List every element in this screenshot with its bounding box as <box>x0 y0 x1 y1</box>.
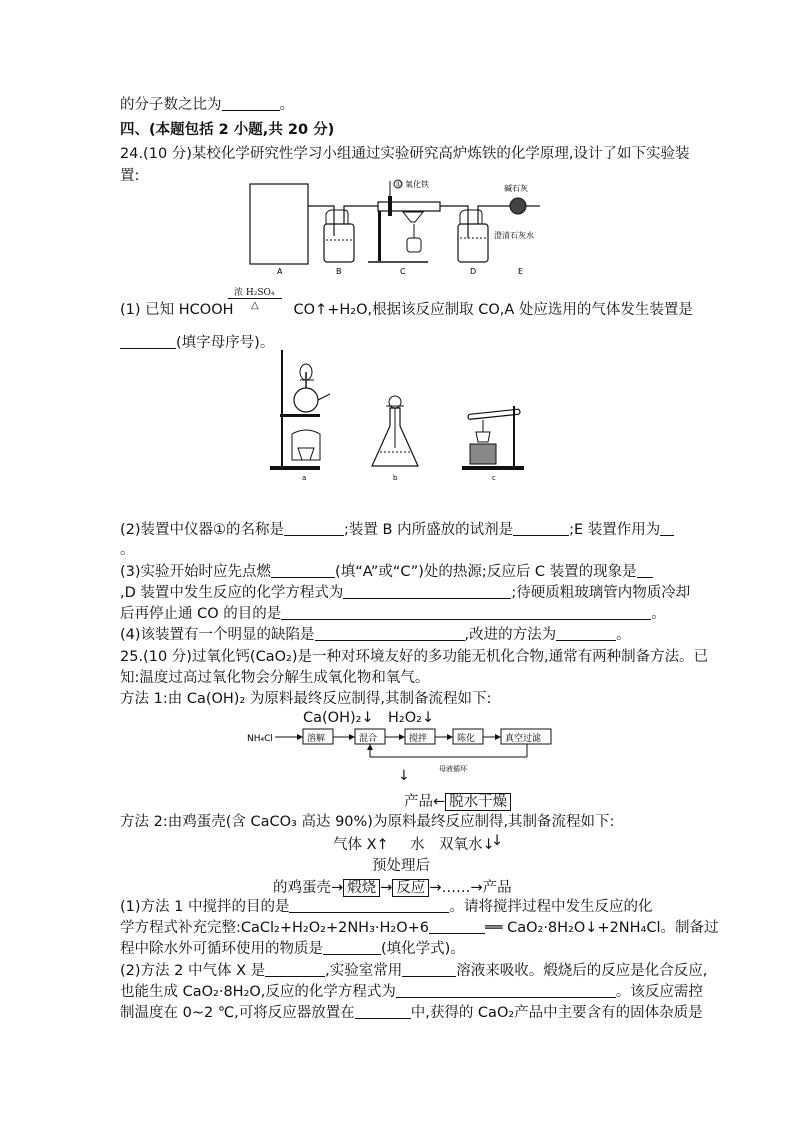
svg-text:搅拌: 搅拌 <box>409 734 428 744</box>
answer-blank <box>271 562 335 578</box>
svg-text:①: ① <box>395 180 402 189</box>
answer-blank <box>120 333 176 349</box>
svg-text:澄清石灰水: 澄清石灰水 <box>494 231 534 240</box>
q25-intro-line1: 25.(10 分)过氧化钙(CaO₂)是一种对环境友好的多功能无机化合物,通常有两种制备方法。已 <box>120 649 709 665</box>
option-c-apparatus <box>462 406 524 470</box>
answer-blank <box>343 583 511 599</box>
flow2-row: 的鸡蛋壳→ 煅烧 → 反应 →……→产品 <box>273 880 512 896</box>
bottle-d <box>458 224 488 262</box>
svg-text:母液循环: 母液循环 <box>439 765 467 773</box>
flow2-water: 水 <box>410 837 425 853</box>
q24-p3-line2: ,D 装置中发生反应的化学方程式为 ;待硬质粗玻璃管内物质冷却 <box>120 585 691 601</box>
generator-options <box>262 348 542 483</box>
q24-p4-line: (4)该装置有一个明显的缺陷是 ,改进的方法为 。 <box>120 627 631 643</box>
apparatus-diagram <box>248 176 548 278</box>
heat-symbol: △ <box>251 300 259 311</box>
answer-blank <box>660 520 674 536</box>
section-heading: 四、(本题包括 2 小题,共 20 分) <box>120 122 335 138</box>
svg-text:氧化铁: 氧化铁 <box>405 180 429 189</box>
answer-blank <box>222 95 280 111</box>
q25-s2-line3: 制温度在 0~2 ℃,可将反应器放置在 中,获得的 CaO₂产品中主要含有的固体杂质是 <box>120 1005 703 1021</box>
answer-blank <box>289 897 449 913</box>
q24-p2-line1: (2)装置中仪器①的名称是 ;装置 B 内所盛放的试剂是 ;E 装置作用为 <box>120 520 680 540</box>
svg-text:c: c <box>492 474 496 482</box>
reaction-bar <box>228 298 282 299</box>
q25-s2-line2: 也能生成 CaO₂·8H₂O,反应的化学方程式为 。该反应需控 <box>120 984 703 1000</box>
apparatus-a-box <box>250 184 308 264</box>
drying-tube-e <box>510 198 526 214</box>
answer-blank <box>265 961 325 977</box>
svg-text:C: C <box>400 267 406 276</box>
answer-blank <box>284 520 344 536</box>
q24-p1-line1: (1) 已知 HCOOH CO↑+H₂O,根据该反应制取 CO,A 处应选用的气体发生装置是 <box>120 302 693 318</box>
q25-s1-line1: (1)方法 1 中搅拌的目的是 。请将搅拌过程中发生反应的化 <box>120 899 653 915</box>
answer-blank <box>556 625 616 641</box>
answer-blank <box>315 625 465 641</box>
hard-glass-tube <box>378 202 440 211</box>
answer-blank <box>323 939 381 955</box>
q25-intro-line2: 知:温度过高过氧化物会分解生成氧化物和氧气。 <box>120 670 430 686</box>
answer-blank <box>402 961 456 977</box>
alcohol-lamp <box>407 238 421 252</box>
svg-text:a: a <box>302 474 307 482</box>
catalyst-label: 浓 H₂SO₄ <box>234 288 275 298</box>
svg-text:溶解: 溶解 <box>307 734 326 744</box>
svg-text:碱石灰: 碱石灰 <box>504 184 528 193</box>
flow1-product-row: 产品← 脱水干燥 <box>404 790 511 811</box>
q25-s2-line1: (2)方法 2 中气体 X 是 ,实验室常用 溶液来吸收。煅烧后的反应是化合反应, <box>120 963 708 979</box>
flow2-pretreat: 预处理后 <box>372 858 430 874</box>
answer-blank <box>429 918 485 934</box>
option-b-apparatus <box>372 396 418 466</box>
flow1-reagent-h2o2: H₂O₂↓ <box>388 710 435 726</box>
q25-s1-line3: 程中除水外可循环使用的物质是 (填化学式)。 <box>120 941 465 957</box>
ratio-line: 的分子数之比为 。 <box>120 97 294 113</box>
method1-title: 方法 1:由 Ca(OH)₂ 为原料最终反应制得,其制备流程如下: <box>120 691 492 707</box>
q24-p1-line2: (填字母序号)。 <box>120 333 680 353</box>
q24-p3-line1: (3)实验开始时应先点燃 (填“A”或“C”)处的热源;反应后 C 装置的现象是 <box>120 562 680 582</box>
answer-blank <box>637 562 653 578</box>
method2-title: 方法 2:由鸡蛋壳(含 CaCO₃ 高达 90%)为原料最终反应制得,其制备流程如下: <box>120 814 615 830</box>
option-a-apparatus <box>270 350 330 470</box>
q24-intro-line1: 24.(10 分)某校化学研究性学习小组通过实验研究高炉炼铁的化学原理,设计了如下实验装 <box>120 146 690 162</box>
answer-blank <box>396 982 616 998</box>
svg-text:真空过滤: 真空过滤 <box>505 734 542 744</box>
svg-text:D: D <box>470 267 477 276</box>
bottle-b <box>324 224 354 262</box>
q24-p2-line2: 。 <box>120 542 135 558</box>
svg-text:混合: 混合 <box>359 734 378 744</box>
flow2-peroxide: 双氧水↓ <box>439 837 495 853</box>
svg-text:NH₄Cl: NH₄Cl <box>247 734 273 744</box>
answer-blank <box>281 604 651 620</box>
answer-blank <box>513 520 569 536</box>
flow2-down-arrow: ↓ <box>491 833 504 849</box>
down-arrow: ↓ <box>398 768 410 784</box>
q24-intro-line2: 置: <box>120 168 140 184</box>
flow2-gas-x: 气体 X↑ <box>333 837 389 853</box>
svg-text:A: A <box>277 267 283 276</box>
answer-blank <box>355 1003 411 1019</box>
svg-text:陈化: 陈化 <box>457 734 476 744</box>
svg-text:b: b <box>393 474 398 482</box>
q25-s1-line2: 学方程式补充完整:CaCl₂+H₂O₂+2NH₃·H₂O+6 ══ CaO₂·8H₂O↓+2NH₄Cl。制备过 <box>120 920 719 936</box>
svg-text:E: E <box>518 267 524 276</box>
q24-p3-line3: 后再停止通 CO 的目的是 。 <box>120 606 666 622</box>
flow1-reagent-caoh2: Ca(OH)₂↓ <box>303 710 374 726</box>
svg-text:B: B <box>336 267 342 276</box>
